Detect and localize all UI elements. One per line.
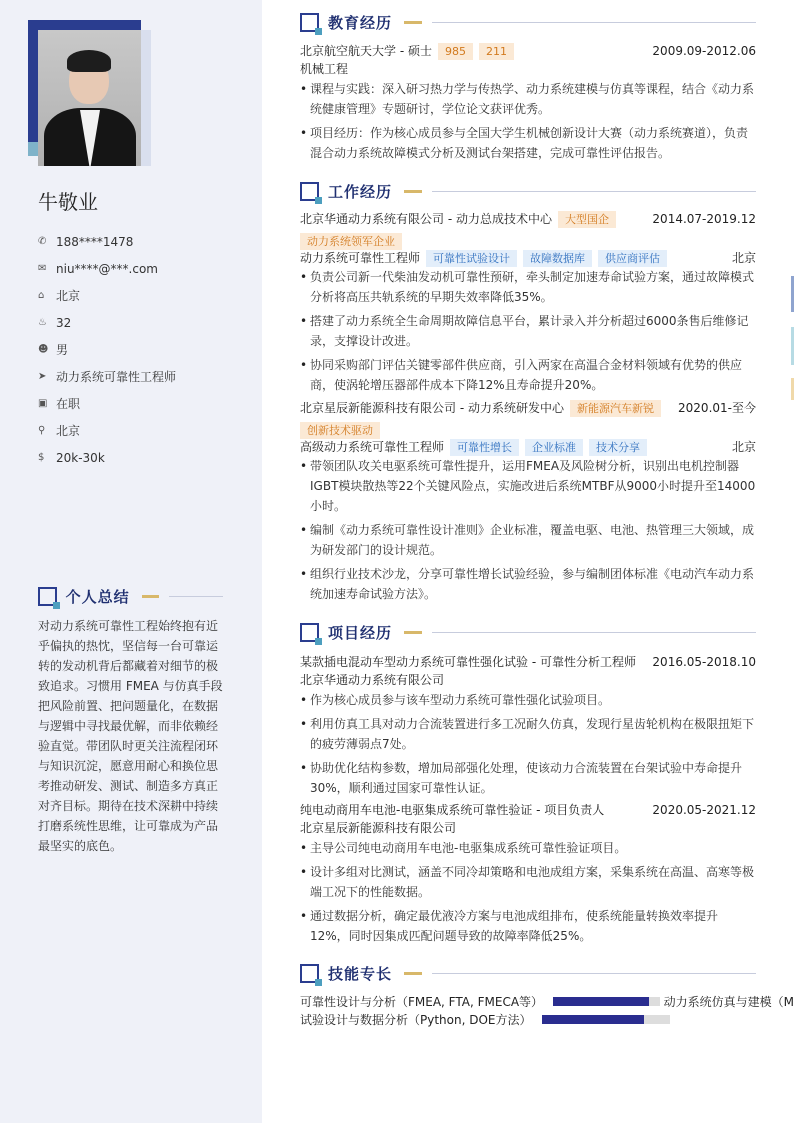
project-entry [300, 652, 756, 802]
company-tag: 新能源汽车新锐 [570, 400, 661, 417]
list-item: • 负责公司新一代柴油发动机可靠性预研，牵头制定加速寿命试验方案，通过故障模式分析将高压共轨系统的早期失效率降低35%。 [300, 267, 756, 307]
project-entry [300, 800, 756, 950]
briefcase-icon: ▣ [38, 398, 48, 409]
project-org: 北京华通动力系统有限公司 [300, 673, 445, 687]
job-date: 2020.01-至今 [678, 401, 756, 415]
skills-list [300, 992, 794, 1028]
company-tag: 大型国企 [558, 211, 616, 228]
job-title: 高级动力系统可靠性工程师 [300, 439, 445, 454]
send-icon: ➤ [38, 371, 47, 382]
cake-icon: ♨ [38, 317, 47, 328]
project-date: 2020.05-2021.12 [652, 802, 756, 817]
school-name: 北京航空航天大学 - 硕士 [300, 43, 432, 58]
company-tag: 动力系统领军企业 [300, 233, 402, 250]
face-icon: ☻ [38, 344, 49, 355]
skill-bar-fill [553, 997, 649, 1006]
skill-tag: 故障数据库 [523, 250, 592, 267]
job-entry [300, 209, 756, 399]
money-icon: $ [38, 452, 45, 463]
job-entry [300, 398, 756, 608]
job-title: 动力系统可靠性工程师 [300, 250, 421, 265]
mail-icon: ✉ [38, 263, 47, 274]
education-header [300, 12, 756, 33]
job-city: 北京 [731, 251, 756, 265]
skill-tag: 企业标准 [525, 439, 583, 456]
work-title: 工作经历 [328, 183, 393, 201]
project-name: 纯电动商用车电池-电驱集成系统可靠性验证 - 项目负责人 [300, 803, 605, 817]
project-name: 某款插电混动车型动力系统可靠性强化试验 - 可靠性分析工程师 [300, 655, 636, 669]
work-header [300, 181, 756, 202]
school-tag: 211 [479, 43, 514, 60]
info-row-email: ✉ niu****@***.com [38, 261, 158, 276]
education-block [300, 41, 756, 167]
info-row-position: ➤ 动力系统可靠性工程师 [38, 370, 177, 384]
job-city: 北京 [731, 440, 756, 454]
education-title: 教育经历 [328, 14, 393, 32]
list-item: • 项目经历：作为核心成员参与全国大学生机械创新设计大赛（动力系统赛道），负责混合动力系统故障模式分析及测试台架搭建，完成可靠性评估报告。 [300, 123, 756, 163]
summary-header [38, 586, 223, 607]
skill-bar [542, 1015, 670, 1024]
info-row-location: ⚲ 北京 [38, 424, 81, 438]
skills-title: 技能专长 [328, 965, 393, 983]
section-square-icon [300, 964, 319, 983]
list-item: • 设计多组对比测试，涵盖不同冷却策略和电池成组方案，采集系统在高温、高寒等极端工况下的性能数据。 [300, 862, 756, 902]
section-square-icon [38, 587, 57, 606]
info-row-salary: $ 20k-30k [38, 450, 105, 465]
summary-text: 对动力系统可靠性工程始终抱有近乎偏执的热忱，坚信每一台可靠运转的发动机背后都藏着对细节的极致追求。习惯用 FMEA 与仿真手段把风险前置、把问题量化，在数据与逻辑中寻找最优解，而非依赖经验直觉。带团队时更关注流程闭环与知识沉淀，愿意用耐心和换位思考推动研发、测试、制造多方真正对齐目标。期待在技术深耕中持续打磨系统性思维，让可靠成为产品最坚实的底色。 [38, 619, 223, 853]
project-date: 2016.05-2018.10 [652, 654, 756, 669]
skill-tag: 供应商评估 [598, 250, 667, 267]
section-square-icon [300, 13, 319, 32]
avatar [38, 30, 141, 166]
list-item: • 编制《动力系统可靠性设计准则》企业标准，覆盖电驱、电池、热管理三大领域，成为研发部门的设计规范。 [300, 520, 756, 560]
skill-tag: 技术分享 [589, 439, 647, 456]
school-tag: 985 [438, 43, 473, 60]
list-item: • 主导公司纯电动商用车电池-电驱集成系统可靠性验证项目。 [300, 838, 756, 858]
company-name: 北京华通动力系统有限公司 - 动力总成技术中心 [300, 211, 552, 226]
info-row-status: ▣ 在职 [38, 397, 81, 411]
section-square-icon [300, 623, 319, 642]
skill-tag: 可靠性试验设计 [426, 250, 517, 267]
home-icon: ⌂ [38, 290, 45, 301]
list-item: • 带领团队攻关电驱系统可靠性提升，运用FMEA及风险树分析，识别出电机控制器IGBT模块散热等22个关键风险点，实施改进后系统MTBF从9000小时提升至14000小时。 [300, 456, 756, 516]
skill-tag: 可靠性增长 [450, 439, 519, 456]
list-item: • 通过数据分析，确定最优液冷方案与电池成组排布，使系统能量转换效率提升12%，同时因集成匹配问题导致的故障率降低25%。 [300, 906, 756, 946]
skills-header [300, 963, 756, 984]
info-row-gender: ☻ 男 [38, 343, 69, 357]
location-pin-icon: ⚲ [38, 425, 46, 436]
skill-name: 动力系统仿真与建模（M [663, 994, 794, 1009]
education-date: 2009.09-2012.06 [652, 43, 756, 58]
skill-bar-fill [542, 1015, 644, 1024]
info-row-hometown: ⌂ 北京 [38, 289, 81, 303]
company-tag: 创新技术驱动 [300, 422, 380, 439]
list-item: • 协同采购部门评估关键零部件供应商，引入两家在高温合金材料领域有优势的供应商，使涡轮增压器部件成本下降12%且寿命提升20%。 [300, 355, 756, 395]
projects-title: 项目经历 [328, 624, 393, 642]
list-item: • 课程与实践：深入研习热力学与传热学、动力系统建模与仿真等课程，结合《动力系统健康管理》专题研讨，学位论文获评优秀。 [300, 79, 756, 119]
phone-icon: ✆ [38, 236, 47, 247]
projects-header [300, 622, 756, 643]
candidate-name: 牛敬业 [38, 190, 98, 214]
skill-bar [553, 997, 660, 1006]
list-item: • 作为核心成员参与该车型动力系统可靠性强化试验项目。 [300, 690, 756, 710]
project-org: 北京星辰新能源科技有限公司 [300, 821, 457, 835]
contact-info [38, 228, 238, 471]
info-row-phone: ✆ 188****1478 [38, 234, 134, 249]
list-item: • 搭建了动力系统全生命周期故障信息平台，累计录入并分析超过6000条售后维修记录，支撑设计改进。 [300, 311, 756, 351]
info-row-age: ♨ 32 [38, 315, 72, 330]
major: 机械工程 [300, 62, 349, 76]
skill-name: 试验设计与数据分析（Python, DOE方法） [300, 1012, 532, 1027]
skill-name: 可靠性设计与分析（FMEA, FTA, FMECA等） [300, 994, 544, 1009]
job-date: 2014.07-2019.12 [652, 211, 756, 226]
list-item: • 组织行业技术沙龙，分享可靠性增长试验经验，参与编制团体标准《电动汽车动力系统加速寿命试验方法》。 [300, 564, 756, 604]
summary-title: 个人总结 [65, 588, 130, 606]
company-name: 北京星辰新能源科技有限公司 - 动力系统研发中心 [300, 400, 564, 415]
list-item: • 协助优化结构参数，增加局部强化处理，使该动力合流装置在台架试验中寿命提升30%，顺利通过国家可靠性认证。 [300, 758, 756, 798]
sidebar [0, 0, 262, 1123]
section-square-icon [300, 182, 319, 201]
list-item: • 利用仿真工具对动力合流装置进行多工况耐久仿真，发现行星齿轮机构在极限扭矩下的疲劳薄弱点7处。 [300, 714, 756, 754]
